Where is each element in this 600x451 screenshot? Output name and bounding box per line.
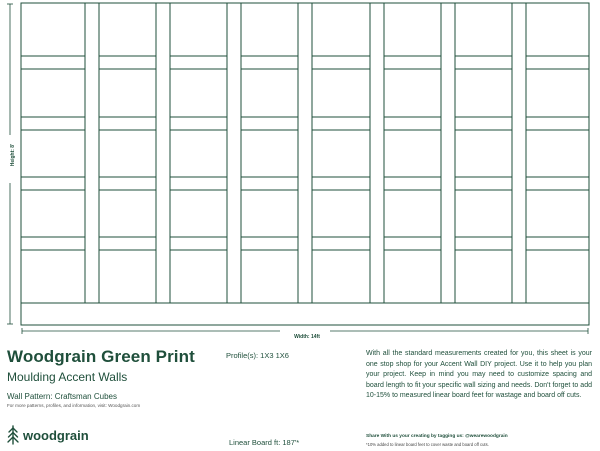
share-text: Share With us your creating by tagging us: @wearewoodgrain <box>366 434 508 439</box>
footnote-text: *10% added to linear board feet to cover waste and board off cuts. <box>366 442 489 447</box>
more-info-text: For more patterns, profiles, and information, visit: Woodgrain.com <box>7 403 141 408</box>
wall-pattern: Wall Pattern: Craftsman Cubes <box>7 392 117 401</box>
description-text: With all the standard measurements created for you, this sheet is your one stop shop for your Accent Wall DIY project. Use it to help you plan your project. Keep in mind you may need to customize spacing and board length to fit your specific wall sizing and needs. Don't forget to add 10-15% to measured linear board feet for wastage and board off cuts. <box>366 350 592 399</box>
stile-6 <box>441 3 455 303</box>
linear-board-text: Linear Board ft: 187'* <box>229 438 300 447</box>
stile-4 <box>298 3 312 303</box>
page-title: Woodgrain Green Print <box>7 347 195 366</box>
stile-5 <box>370 3 384 303</box>
stile-3 <box>227 3 241 303</box>
tree-icon <box>7 425 19 445</box>
width-label: Width: 14ft <box>294 334 320 340</box>
stile-7 <box>512 3 526 303</box>
brand-name: woodgrain <box>23 427 89 443</box>
height-label: Height: 8' <box>10 143 16 167</box>
page-subtitle: Moulding Accent Walls <box>7 370 128 384</box>
baseboard <box>21 303 589 325</box>
stile-2 <box>156 3 170 303</box>
profiles-text: Profile(s): 1X3 1X6 <box>226 351 289 360</box>
stile-1 <box>85 3 99 303</box>
brand-logo <box>7 424 89 446</box>
